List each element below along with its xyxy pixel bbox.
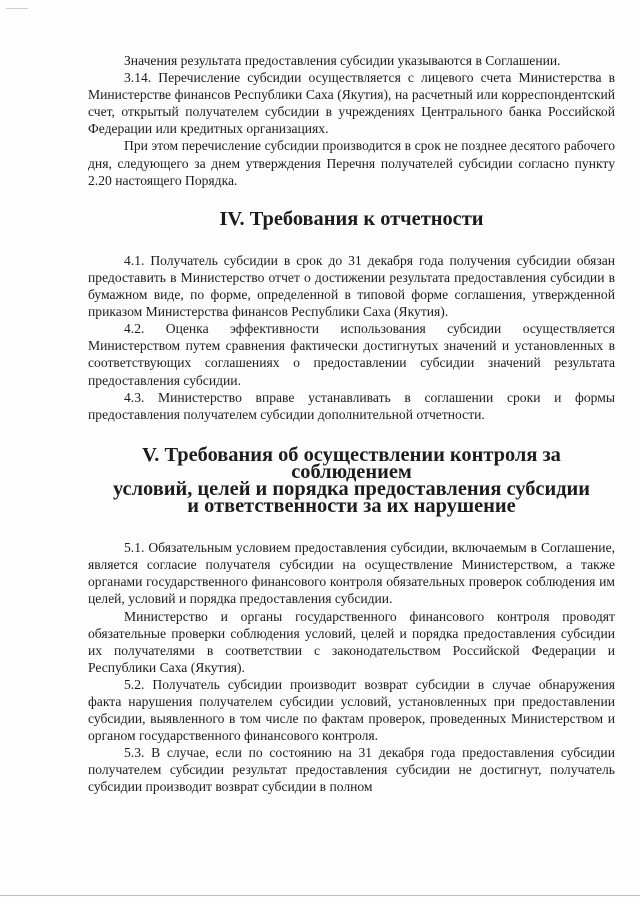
paragraph-5-3: 5.3. В случае, если по состоянию на 31 декабря года предоставления субсидии получателем субсидии результат предоставления субсидии не достигнут, получатель субсидии производит возврат субсидии в полном bbox=[88, 745, 615, 795]
paragraph-4-1: 4.1. Получатель субсидии в срок до 31 декабря года получения субсидии обязан предоставить в Министерство отчет о достижении результата предоставления субсидии в бумажном виде, по форме, определенной в типовой форме соглашения, утвержденной приказом Министерства финансов Республики Саха (Якутия). bbox=[88, 252, 615, 320]
paragraph-5-2: 5.2. Получатель субсидии производит возврат субсидии в случае обнаружения факта нарушения получателем субсидии условий, установленных при предоставлении субсидии, выявленного в том числе по фактам проверок, проведенных Министерством и органом государственного финансового контроля. bbox=[88, 676, 615, 744]
section-5-heading bbox=[88, 443, 615, 518]
paragraph-transfer-deadline: При этом перечисление субсидии производится в срок не позднее десятого рабочего дня, следующего за днем утверждения Перечня получателей субсидии согласно пункту 2.20 настоящего Порядка. bbox=[88, 138, 615, 188]
section-4-title: IV. Требования к отчетности bbox=[219, 207, 484, 230]
paragraph-4-2: 4.2. Оценка эффективности использования субсидии осуществляется Министерством путем сравнения фактически достигнутых значений и установленных в соответствующих соглашениях о предоставлении субсидии значений результата предоставления субсидии. bbox=[88, 321, 615, 388]
paragraph-results-in-agreement: Значения результата предоставления субсидии указываются в Соглашении. bbox=[124, 53, 561, 68]
paragraph-4-3: 4.3. Министерство вправе устанавливать в соглашении сроки и формы предоставления получателем субсидии дополнительной отчетности. bbox=[88, 389, 615, 422]
scan-bottom-edge bbox=[0, 895, 640, 896]
section-5-title-line-1: V. Требования об осуществлении контроля за соблюдением bbox=[142, 443, 561, 483]
paragraph-3-14: 3.14. Перечисление субсидии осуществляется с лицевого счета Министерства в Министерстве финансов Республики Саха (Якутия), на расчетный или корреспондентский счет, открытый получателем субсидии в учреждениях Центрального банка Российской Федерации или кредитных организациях. bbox=[88, 70, 615, 137]
section-5-title-line-2: условий, целей и порядка предоставления субсидии bbox=[112, 477, 591, 500]
paragraph-5-1: 5.1. Обязательным условием предоставления субсидии, включаемым в Соглашение, является согласие получателя субсидии на осуществление Министерством, а также органами государственного финансового контроля обязательных проверок соблюдения им целей, условий и порядка предоставления субсидии. bbox=[88, 540, 615, 607]
section-4-heading bbox=[88, 207, 615, 230]
document-body bbox=[88, 52, 615, 796]
section-5-title-line-3: и ответственности за их нарушение bbox=[187, 495, 516, 518]
paragraph-control-bodies: Министерство и органы государственного финансового контроля проводят обязательные проверки соблюдения условий, целей и порядка предоставления субсидии их получателями в соответствии с законодательством Российской Федерации и Республики Саха (Якутия). bbox=[88, 608, 615, 675]
scan-corner-mark bbox=[6, 8, 28, 9]
